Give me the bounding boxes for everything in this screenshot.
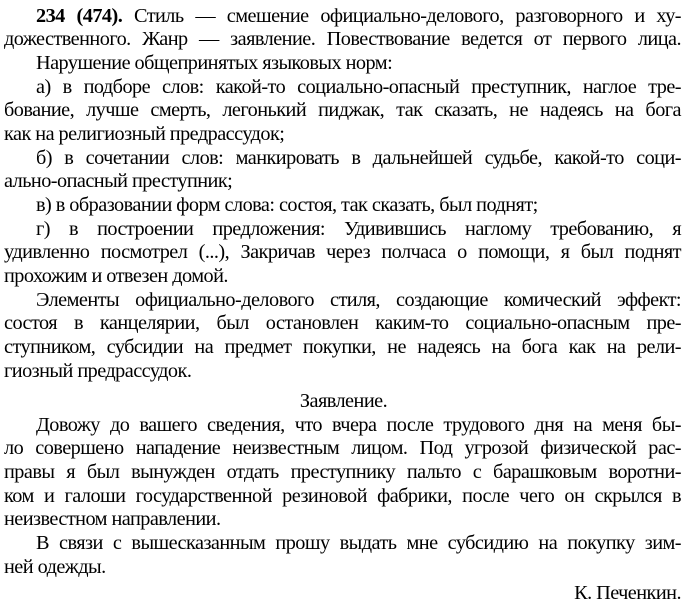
- exercise-number: 234 (474).: [36, 5, 123, 27]
- statement-line-2: ло совершено нападение неизвестным лицом. Под угрозой физической рас-: [4, 437, 681, 459]
- statement-line-1: Довожу до вашего сведения, что вчера после трудового дня на меня бы-: [36, 414, 681, 436]
- exercise-line-4: а) в подборе слов: какой-то социально-опасный преступник, наглое тре-: [36, 76, 681, 98]
- statement-line-4: ком и галоши государственной резиновой фабрики, после чего он скрылся в: [4, 485, 681, 507]
- statement-line-3: правы я был вынужден отдать преступнику пальто с барашковым воротни-: [4, 461, 681, 483]
- exercise-line-11: удивленно посмотрел (...), Закричав через полчаса о помощи, я был поднят: [4, 241, 681, 263]
- exercise-line-16: гиозный предрассудок.: [4, 360, 192, 382]
- exercise-line-14: состоя в канцелярии, был остановлен каким-то социально-опасным пре-: [4, 312, 681, 334]
- exercise-line-2: дожественного. Жанр — заявление. Повествование ведется от первого лица.: [4, 28, 681, 50]
- statement-signature: К. Печенкин.: [574, 582, 681, 604]
- statement-line-7: ней одежды.: [4, 556, 106, 578]
- exercise-line-10: г) в построении предложения: Удивившись наглому требованию, я: [36, 218, 681, 240]
- exercise-line-8: ально-опасный преступник;: [4, 170, 233, 192]
- exercise-line-12: прохожим и отвезен домой.: [4, 265, 228, 287]
- exercise-line-9: в) в образовании форм слова: состоя, так сказать, был поднят;: [36, 194, 538, 216]
- exercise-line-5: бование, лучше смерть, легонький пиджак, так сказать, не надеясь на бога: [4, 99, 681, 121]
- statement-title: Заявление.: [299, 390, 388, 412]
- statement-line-5: неизвестном направлении.: [4, 508, 221, 530]
- statement-line-6: В связи с вышесказанным прошу выдать мне субсидию на покупку зим-: [36, 532, 681, 554]
- exercise-text: Стиль — смешение официально-делового, разговорного и ху-: [133, 5, 681, 27]
- exercise-line-15: ступником, субсидии на предмет покупки, не надеясь на бога как на рели-: [4, 336, 681, 358]
- exercise-line-7: б) в сочетании слов: манкировать в дальнейшей судьбе, какой-то соци-: [36, 147, 681, 169]
- exercise-line-1: [36, 5, 681, 28]
- exercise-line-13: Элементы официально-делового стиля, создающие комический эффект:: [36, 289, 681, 311]
- exercise-line-6: как на религиозный предрассудок;: [4, 123, 285, 145]
- exercise-line-3: Нарушение общепринятых языковых норм:: [36, 52, 393, 74]
